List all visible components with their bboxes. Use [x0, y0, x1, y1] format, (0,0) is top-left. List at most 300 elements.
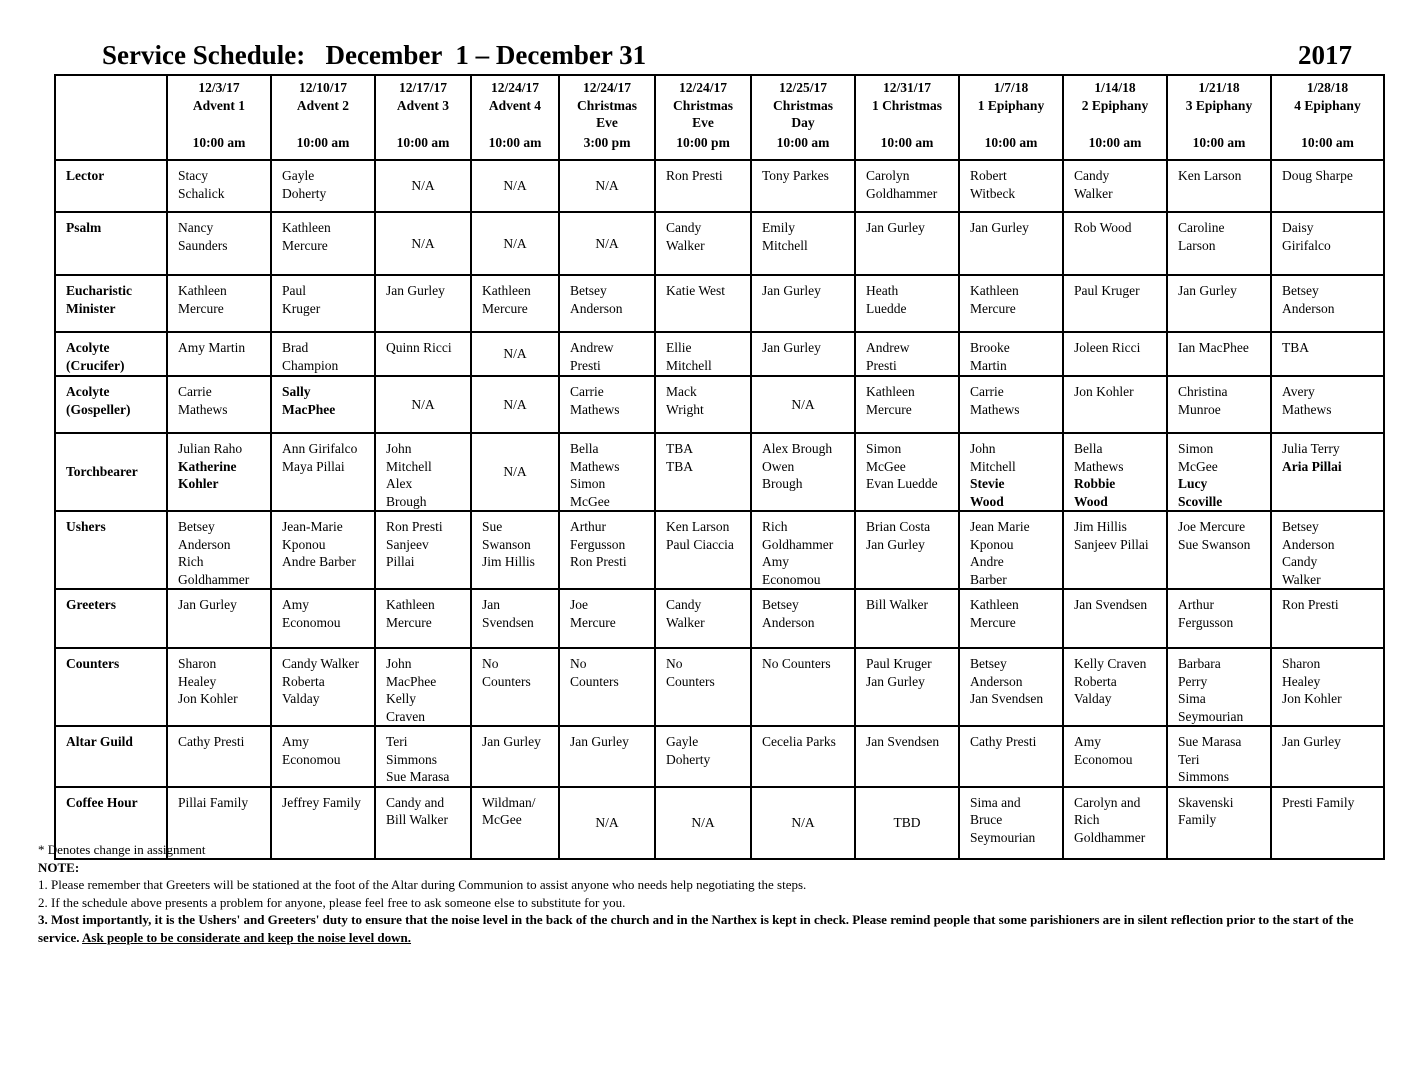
assignment-cell [959, 275, 1063, 332]
assignment-cell [375, 648, 471, 726]
assignment-cell: N/A [471, 332, 559, 376]
assignment-cell [855, 589, 959, 648]
assignee-name: Amy [282, 734, 309, 749]
assignee-name: Barber [970, 571, 1007, 587]
assignment-cell [959, 726, 1063, 787]
role-label [55, 648, 167, 726]
assignee-name: Schalick [178, 185, 225, 201]
assignment-cell [655, 376, 751, 433]
assignee-name: Kelly Craven [1074, 656, 1147, 671]
assignee-name: Andrew [570, 340, 614, 355]
assignee-name: Kathleen [970, 283, 1019, 298]
assignee-name: Caroline [1178, 220, 1225, 235]
column-name2 [1170, 114, 1268, 134]
assignment-cell [471, 648, 559, 726]
assignee-name: Pillai Family [178, 794, 249, 810]
column-name: 1 Christmas [871, 97, 943, 113]
assignee-name: McGee [570, 493, 610, 509]
assignee-name: Mathews [178, 401, 228, 417]
assignment-cell [959, 648, 1063, 726]
assignee-name: Betsey [178, 519, 215, 534]
assignee-name: Alex [386, 476, 413, 491]
assignment-cell [1271, 648, 1384, 726]
assignee-name: Barbara [1178, 656, 1221, 671]
assignee-name: Tony Parkes [762, 168, 829, 183]
assignee-name: Stacy [178, 168, 208, 183]
assignment-cell [1167, 376, 1271, 433]
assignee-name: Jan Gurley [970, 220, 1029, 235]
assignment-cell [1271, 726, 1384, 787]
schedule-row [55, 433, 1384, 511]
assignee-name: Wood [970, 493, 1004, 509]
assignee-name: Sharon [1282, 656, 1321, 671]
column-name2: Day [791, 115, 815, 130]
assignment-cell [1063, 160, 1167, 212]
assignment-cell [559, 376, 655, 433]
assignee-name: Wood [1074, 493, 1108, 509]
assignee-name: Brough [762, 476, 803, 491]
assignment-cell [1167, 589, 1271, 648]
assignment-cell [959, 212, 1063, 275]
assignee-name: Betsey [1282, 519, 1319, 534]
assignee-name: Goldhammer [1074, 829, 1146, 845]
assignee-name: Jan Gurley [178, 597, 237, 612]
column-name2 [1066, 114, 1164, 134]
assignee-name: Mack [666, 384, 697, 399]
assignment-cell [1167, 648, 1271, 726]
title-text: Service Schedule: December 1 – December 31 [102, 40, 647, 70]
assignment-cell [167, 433, 271, 511]
assignment-cell [167, 332, 271, 376]
assignment-cell [1063, 648, 1167, 726]
assignment-cell [655, 160, 751, 212]
assignee-name: Joleen Ricci [1074, 340, 1141, 355]
column-header [1271, 75, 1384, 160]
assignment-cell: N/A [471, 433, 559, 511]
assignment-cell [1271, 376, 1384, 433]
assignee-name: Ann Girifalco [282, 441, 358, 456]
assignee-name: Jan Gurley [1282, 734, 1341, 749]
role-label-line: Counters [66, 656, 120, 671]
assignee-name: Mercure [970, 300, 1016, 316]
assignee-name: Ron Presti [386, 519, 443, 534]
assignee-name: Mitchell [762, 237, 808, 253]
assignee-name: Mitchell [666, 357, 712, 373]
assignee-name: Gayle [666, 734, 699, 749]
column-date: 12/3/17 [198, 80, 240, 95]
column-time: 10:00 am [1088, 134, 1142, 150]
header-row [55, 75, 1384, 160]
assignment-cell: N/A [375, 376, 471, 433]
role-label-line: Acolyte [66, 340, 110, 355]
role-label-line: (Crucifer) [66, 357, 125, 373]
assignment-cell [1167, 160, 1271, 212]
assignee-name: Carolyn [866, 168, 910, 183]
column-time: 10:00 am [1301, 134, 1354, 150]
assignee-name: Katie West [666, 283, 726, 298]
assignee-name: Walker [1074, 185, 1113, 201]
assignment-cell [167, 511, 271, 589]
assignee-name: TBA [666, 458, 693, 474]
assignee-name: Sue Swanson [1178, 536, 1251, 552]
assignee-name: Ellie [666, 340, 692, 355]
assignment-cell [271, 511, 375, 589]
note-1: 1. Please remember that Greeters will be stationed at the foot of the Altar during Communion to assist anyone who needs help negotiating the steps. [38, 877, 807, 892]
assignee-name: Mercure [866, 401, 912, 417]
assignee-name: Daisy [1282, 220, 1314, 235]
assignment-cell [959, 433, 1063, 511]
assignee-name: Counters [482, 673, 531, 689]
assignee-name: Jean-Marie [282, 519, 343, 534]
assignment-cell [1271, 332, 1384, 376]
column-name: Advent 4 [488, 97, 542, 113]
assignment-cell [655, 726, 751, 787]
assignee-name: Kathleen [866, 384, 915, 399]
assignee-name: Candy [1282, 554, 1318, 569]
note-label: NOTE: [38, 859, 80, 875]
assignee-name: Jan Gurley [866, 673, 925, 689]
assignment-cell: N/A [559, 160, 655, 212]
assignee-name: Sharon [178, 656, 217, 671]
assignee-name: Presti [570, 357, 601, 373]
assignment-cell [271, 376, 375, 433]
assignment-cell [559, 433, 655, 511]
assignee-name: Candy [666, 597, 702, 612]
assignment-cell [1063, 376, 1167, 433]
column-header [1167, 75, 1271, 160]
assignee-name: Kathleen [282, 220, 331, 235]
assignee-name: Sue Marasa [1178, 734, 1242, 749]
assignee-name: Mercure [482, 300, 528, 316]
assignee-name: Doherty [666, 751, 711, 767]
assignee-name: Jim Hillis [1074, 519, 1127, 534]
assignee-name: Gayle [282, 168, 315, 183]
assignment-cell [751, 511, 855, 589]
assignment-cell: N/A [375, 212, 471, 275]
column-name2 [378, 114, 468, 134]
role-label-line: Minister [66, 300, 116, 316]
assignee-name: Paul Kruger [866, 656, 932, 671]
role-label [55, 212, 167, 275]
column-header [655, 75, 751, 160]
assignee-name: McGee [866, 458, 906, 474]
assignee-name: Saunders [178, 237, 228, 253]
column-time: 10:00 am [488, 134, 542, 150]
assignee-name: Rob Wood [1074, 220, 1132, 235]
assignment-cell [855, 433, 959, 511]
assignment-cell [959, 160, 1063, 212]
schedule-row [55, 160, 1384, 212]
assignment-cell: N/A [471, 212, 559, 275]
assignment-cell [559, 275, 655, 332]
assignment-cell [1167, 726, 1271, 787]
assignee-name: Avery [1282, 384, 1315, 399]
assignee-name: Jan Gurley [866, 536, 925, 552]
assignment-cell [751, 726, 855, 787]
assignment-cell [167, 376, 271, 433]
assignee-name: Cathy Presti [970, 734, 1037, 749]
assignment-cell [751, 433, 855, 511]
assignee-name: McGee [482, 812, 522, 827]
assignee-name: Rich [1074, 812, 1100, 827]
assignee-name: Mathews [570, 458, 620, 474]
assignee-name: Kathleen [482, 283, 531, 298]
assignment-cell [959, 376, 1063, 433]
column-name: 2 Epiphany [1081, 97, 1149, 113]
assignee-name: Carrie [970, 384, 1004, 399]
column-date: 12/25/17 [778, 80, 827, 95]
column-date: 1/7/18 [993, 80, 1029, 95]
assignee-name: Simon [866, 441, 902, 456]
column-time: 10:00 am [192, 134, 246, 150]
assignment-cell [559, 332, 655, 376]
assignee-name: Jean Marie [970, 519, 1030, 534]
assignment-cell [959, 511, 1063, 589]
assignee-name: Fergusson [570, 536, 626, 552]
assignee-name: Amy [282, 597, 309, 612]
assignee-name: Wildman/ [482, 794, 536, 810]
role-label [55, 332, 167, 376]
assignee-name: Kponou [970, 536, 1014, 552]
assignment-cell [751, 275, 855, 332]
role-label-line: Lector [66, 168, 105, 183]
column-name2 [962, 114, 1060, 134]
column-name: Christmas [577, 97, 637, 113]
assignee-name: Brad [282, 340, 309, 355]
assignee-name: Emily [762, 220, 795, 235]
notes-section [38, 841, 1388, 946]
column-header [855, 75, 959, 160]
assignee-name: No Counters [762, 656, 831, 671]
assignee-name: Heath [866, 283, 899, 298]
assignment-cell [1063, 726, 1167, 787]
assignee-name: Jon Kohler [1282, 691, 1342, 706]
assignment-cell [1167, 212, 1271, 275]
assignee-name: Anderson [570, 300, 623, 316]
assignee-name: Valday [1074, 691, 1112, 706]
assignee-name: Jon Kohler [178, 691, 238, 706]
assignee-name: Simon [1178, 441, 1214, 456]
assignee-name: Skavenski [1178, 794, 1234, 810]
assignee-name: Ron Presti [1282, 597, 1339, 612]
assignee-name: Mitchell [386, 458, 432, 474]
assignee-name: Kponou [282, 536, 326, 552]
assignee-name: Walker [666, 614, 705, 630]
assignee-name: TBA [1282, 340, 1309, 355]
assignee-name: Arthur [570, 519, 606, 534]
assignee-name: Jan Svendsen [970, 691, 1044, 706]
assignee-name: MacPhee [386, 673, 437, 689]
assignee-name: Teri [1178, 751, 1200, 767]
assignee-name: Ron Presti [570, 554, 627, 569]
column-time: 10:00 pm [676, 134, 730, 150]
column-name2 [858, 114, 956, 134]
assignment-cell [655, 648, 751, 726]
role-label-line: Psalm [66, 220, 102, 235]
assignee-name: Jan Gurley [762, 283, 821, 298]
title-year: 2017 [1298, 40, 1352, 70]
column-time: 3:00 pm [583, 134, 631, 150]
assignment-cell: N/A [559, 787, 655, 859]
assignment-cell [855, 160, 959, 212]
assignment-cell [559, 726, 655, 787]
assignee-name: Kelly [386, 691, 416, 706]
assignee-name: Amy Martin [178, 340, 246, 355]
assignment-cell [655, 433, 751, 511]
assignee-name: John [386, 656, 412, 671]
assignment-cell [375, 589, 471, 648]
role-label [55, 433, 167, 511]
assignee-name: Betsey [762, 597, 799, 612]
assignee-name: Paul Ciaccia [666, 536, 734, 552]
assignee-name: Goldhammer [178, 571, 250, 587]
assignment-cell [375, 726, 471, 787]
column-name: Christmas [673, 97, 733, 113]
role-label-line: Torchbearer [66, 464, 138, 480]
assignee-name: Rich [178, 554, 204, 569]
assignment-cell [959, 332, 1063, 376]
assignment-cell [1063, 511, 1167, 589]
schedule-row [55, 275, 1384, 332]
assignment-cell [271, 589, 375, 648]
assignee-name: Mitchell [970, 458, 1016, 474]
assignment-cell [1271, 511, 1384, 589]
assignee-name: Jan Gurley [570, 734, 629, 749]
assignee-name: Family [1178, 812, 1217, 827]
assignee-name: Mercure [970, 614, 1016, 630]
assignment-cell [655, 275, 751, 332]
assignee-name: Kathleen [178, 283, 227, 298]
role-label [55, 376, 167, 433]
role-label-line: (Gospeller) [66, 401, 131, 417]
assignee-name: Anderson [970, 673, 1023, 689]
assignee-name: Owen [762, 458, 795, 474]
assignment-cell [1271, 589, 1384, 648]
assignee-name: Sue Marasa [386, 769, 450, 784]
assignee-name: Julian Raho [178, 441, 243, 456]
assignment-cell [1167, 332, 1271, 376]
assignee-name: Simon [570, 476, 606, 491]
assignee-name: Pillai [386, 554, 415, 569]
assignee-name: Maya Pillai [282, 458, 345, 474]
assignee-name: Scoville [1178, 493, 1223, 509]
assignment-cell [271, 726, 375, 787]
assignee-name: TBA [666, 441, 693, 456]
assignee-name: Alex Brough [762, 441, 833, 456]
role-label [55, 160, 167, 212]
assignment-cell [271, 648, 375, 726]
column-time: 10:00 am [776, 134, 830, 150]
assignment-cell [855, 275, 959, 332]
assignee-name: Roberta [282, 673, 325, 689]
column-header [471, 75, 559, 160]
column-date: 1/28/18 [1306, 80, 1349, 95]
assignment-cell [655, 589, 751, 648]
assignee-name: Amy [1074, 734, 1101, 749]
assignee-name: Sue [482, 519, 503, 534]
assignee-name: Economou [282, 614, 341, 630]
assignee-name: Ron Presti [666, 168, 723, 183]
assignment-cell [1167, 433, 1271, 511]
column-name: Christmas [773, 97, 833, 113]
column-name2 [474, 114, 556, 134]
assignment-cell: N/A [655, 787, 751, 859]
assignee-name: Larson [1178, 237, 1216, 253]
assignee-name: No [666, 656, 683, 671]
assignee-name: Ian MacPhee [1178, 340, 1249, 355]
assignee-name: Betsey [970, 656, 1007, 671]
assignee-name: No [482, 656, 499, 671]
column-name2: Eve [596, 115, 618, 130]
assignment-cell: N/A [471, 376, 559, 433]
assignment-cell [375, 275, 471, 332]
role-label [55, 726, 167, 787]
assignee-name: Mathews [970, 401, 1020, 417]
schedule-body [55, 160, 1384, 859]
assignment-cell [471, 589, 559, 648]
assignee-name: Julia Terry [1282, 441, 1340, 456]
assignee-name: Candy and [386, 794, 445, 810]
assignment-cell [559, 648, 655, 726]
assignee-name: Simmons [386, 751, 438, 767]
column-header [271, 75, 375, 160]
assignee-name: Stevie [970, 476, 1005, 491]
assignment-cell [751, 212, 855, 275]
assignee-name: MacPhee [282, 401, 336, 417]
column-name2 [274, 114, 372, 134]
assignee-name: Jeffrey Family [282, 794, 361, 810]
assignee-name: Walker [1282, 571, 1321, 587]
column-time: 10:00 am [1192, 134, 1246, 150]
assignee-name: Doherty [282, 185, 327, 201]
column-date: 12/10/17 [298, 80, 347, 95]
assignee-name: Candy [1074, 168, 1110, 183]
assignment-cell [855, 648, 959, 726]
assignment-cell [167, 212, 271, 275]
schedule-row [55, 726, 1384, 787]
column-header [751, 75, 855, 160]
assignee-name: John [386, 441, 412, 456]
assignee-name: McGee [1178, 458, 1218, 474]
assignee-name: Brian Costa [866, 519, 931, 534]
column-header [1063, 75, 1167, 160]
assignee-name: Carolyn and [1074, 794, 1141, 810]
assignment-cell [271, 332, 375, 376]
assignee-name: Nancy [178, 220, 214, 235]
assignee-name: Brooke [970, 340, 1010, 355]
assignee-name: Cathy Presti [178, 734, 245, 749]
assignee-name: Joe [570, 597, 588, 612]
column-name: Advent 3 [396, 97, 450, 113]
assignment-cell [751, 648, 855, 726]
assignee-name: Witbeck [970, 185, 1016, 201]
role-label-line: Eucharistic [66, 283, 132, 298]
assignee-name: Jan Gurley [866, 220, 925, 235]
assignee-name: John [970, 441, 996, 456]
assignee-name: Economou [282, 751, 341, 767]
role-label-line: Altar Guild [66, 734, 133, 749]
assignee-name: Jan Gurley [762, 340, 821, 355]
note-3-underlined: Ask people to be considerate and keep the noise level down. [82, 929, 412, 945]
assignee-name: Betsey [570, 283, 607, 298]
role-label-line: Ushers [66, 519, 106, 534]
assignment-cell [1167, 275, 1271, 332]
column-name: Advent 1 [192, 97, 246, 113]
assignee-name: Andre [970, 554, 1004, 569]
column-name: 3 Epiphany [1185, 97, 1253, 113]
assignee-name: No [570, 656, 587, 671]
assignee-name: Anderson [1282, 300, 1335, 316]
